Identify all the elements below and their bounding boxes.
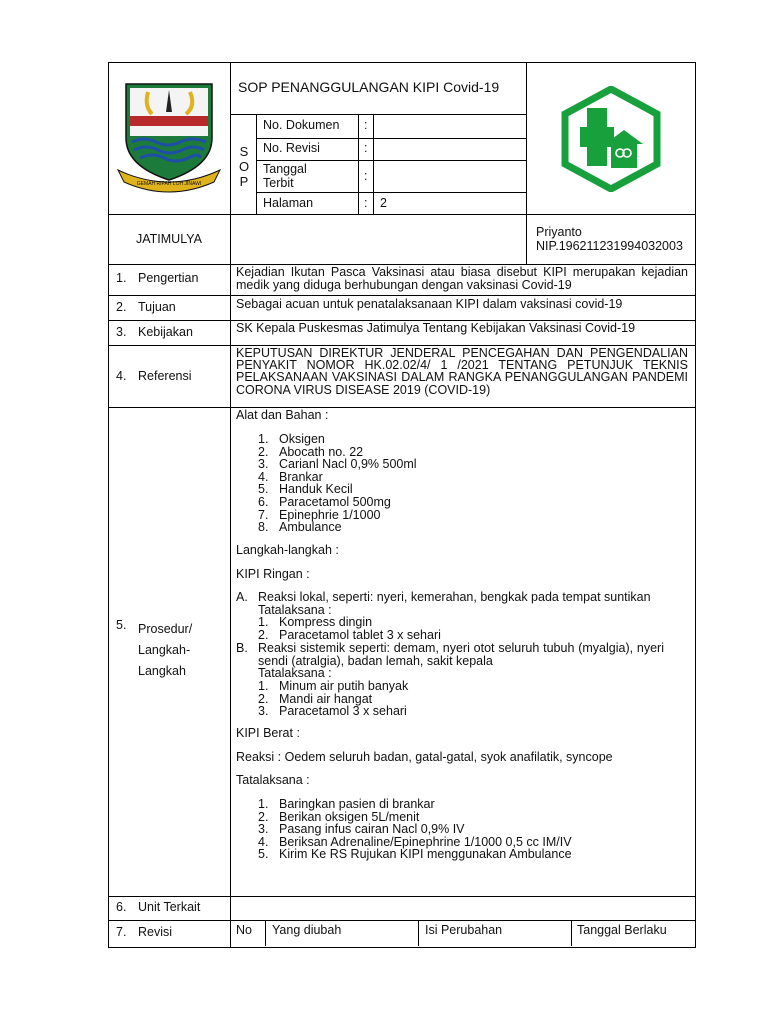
hline-meta2 (256, 160, 526, 161)
org-name: JATIMULYA (136, 232, 202, 246)
list-item-text: Baringkan pasien di brankar (279, 797, 435, 811)
vline-rev1 (265, 920, 266, 946)
list-item-text: Paracetamol tablet 3 x sehari (279, 627, 441, 642)
list-item-number: 1. (258, 432, 269, 446)
rev-header-isi-perubahan: Isi Perubahan (425, 923, 503, 937)
light-kipi-heading: KIPI Ringan : (236, 567, 310, 581)
row1-number: 1. (116, 271, 127, 285)
list-item-number: 2. (258, 444, 269, 459)
row5-label-line1: Prosedur/ (138, 622, 193, 636)
sop-letter-s: S (239, 144, 249, 159)
row3-text: SK Kepala Puskesmas Jatimulya Tentang Kebijakan Vaksinasi Covid-19 (236, 321, 636, 335)
list-item (258, 629, 441, 642)
list-item-text: Handuk Kecil (279, 482, 353, 497)
list-item-number: 6. (258, 494, 269, 509)
list-item-number: 1. (258, 797, 269, 811)
meta-label-no-dokumen: No. Dokumen (263, 118, 340, 132)
list-item (258, 496, 417, 509)
list-item-text: Carianl Nacl 0,9% 500ml (279, 457, 417, 472)
hline-row2 (108, 295, 695, 296)
signer-name: Priyanto (536, 225, 582, 239)
list-item-number: 3. (258, 822, 269, 837)
list-item-text: Kirim Ke RS Rujukan KIPI menggunakan Ambulance (279, 847, 572, 862)
list-item-text: Ambulance (279, 520, 342, 535)
rev-header-tanggal-berlaku: Tanggal Berlaku (577, 923, 667, 937)
meta-sep-no-dokumen: : (364, 118, 368, 132)
severe-kipi-heading: KIPI Berat : (236, 726, 300, 740)
list-item-text: Paracetamol 3 x sehari (279, 704, 407, 719)
vline-left-col (230, 62, 231, 947)
list-item-number: 5. (258, 847, 269, 862)
list-item-text: Paracetamol 500mg (279, 494, 391, 509)
list-item (258, 798, 572, 811)
list-item-text: Oksigen (279, 432, 325, 446)
list-item-number: 2. (258, 627, 269, 642)
row5-number: 5. (116, 618, 127, 632)
light-reaction-b-letter: B. (236, 641, 248, 655)
row4-text: KEPUTUSAN DIREKTUR JENDERAL PENCEGAHAN DAN PENGENDALIAN PENYAKIT NOMOR HK.02.02/4/ 1 /2021 TENTANG PETUNJUK TEKNIS PELAKSANAAN VAKSINASI DALAM RANGKA PENANGGULANGAN PANDEMI CORONA VIRUS DISEASE 2019 (COVID-19) (236, 346, 688, 397)
puskesmas-logo (560, 86, 662, 192)
list-item-number: 4. (258, 469, 269, 484)
meta-label-no-revisi: No. Revisi (263, 141, 320, 155)
list-item (258, 616, 441, 629)
vline-rev3 (571, 920, 572, 946)
west-java-emblem-logo (114, 80, 224, 195)
list-item-text: Brankar (279, 469, 323, 484)
list-item-number: 2. (258, 691, 269, 706)
tatalaksana-a-label: Tatalaksana : (258, 603, 332, 617)
meta-sep-no-revisi: : (364, 141, 368, 155)
row1-label: Pengertian (138, 271, 199, 285)
list-item-number: 5. (258, 482, 269, 497)
list-item (258, 680, 408, 693)
row5-label (138, 619, 192, 682)
signer-nip: NIP.196211231994032003 (536, 239, 683, 253)
list-item-text: Kompress dingin (279, 615, 373, 629)
meta-label-tanggal-terbit: Tanggal Terbit (263, 162, 307, 190)
severe-tatalaksana-heading: Tatalaksana : (236, 773, 310, 787)
light-b-list (258, 680, 408, 718)
meta-label-halaman: Halaman (263, 196, 314, 210)
hline-meta1 (256, 138, 526, 139)
row1-text: Kejadian Ikutan Pasca Vaksinasi atau biasa disebut KIPI merupakan kejadian medik yang diduga berhubungan dengan vaksinasi Covid-19 (236, 265, 688, 292)
hline-header-bottom (108, 214, 695, 215)
list-item (258, 705, 408, 718)
row2-label: Tujuan (138, 300, 176, 314)
list-item-number: 8. (258, 520, 269, 535)
rev-header-yang-diubah: Yang diubah (272, 923, 342, 937)
vline-right-logo (526, 62, 527, 264)
list-item-text: Minum air putih banyak (279, 679, 409, 693)
row4-number: 4. (116, 369, 127, 383)
logo-motto-text: GEMAH RIPAH LOH JINAWI (136, 181, 202, 187)
list-item (258, 433, 417, 446)
row5-label-line3: Langkah (138, 664, 186, 678)
hline-row5 (108, 407, 695, 408)
severe-list (258, 798, 572, 861)
hline-title (230, 114, 526, 115)
sop-letter-p: P (239, 174, 249, 189)
list-item-number: 2. (258, 809, 269, 824)
list-item-number: 4. (258, 834, 269, 849)
list-item-text: Berikan oksigen 5L/menit (279, 809, 420, 824)
list-item (258, 823, 572, 836)
list-item (258, 521, 417, 534)
vline-rev2 (418, 920, 419, 946)
tools-heading: Alat dan Bahan : (236, 408, 329, 422)
list-item-number: 1. (258, 679, 269, 693)
list-item-number: 7. (258, 507, 269, 522)
meta-sep-halaman: : (364, 196, 368, 210)
list-item-number: 3. (258, 704, 269, 719)
document-title: SOP PENANGGULANGAN KIPI Covid-19 (238, 79, 500, 95)
light-reaction-a-letter: A. (236, 590, 248, 604)
row6-label: Unit Terkait (138, 900, 201, 914)
list-item-text: Beriksan Adrenaline/Epinephrine 1/1000 0,5 cc IM/IV (279, 834, 572, 849)
list-item (258, 848, 572, 861)
steps-heading: Langkah-langkah : (236, 543, 339, 557)
light-reaction-a-text: Reaksi lokal, seperti: nyeri, kemerahan, bengkak pada tempat suntikan (258, 590, 651, 604)
hline-meta3 (256, 192, 526, 193)
list-item-text: Mandi air hangat (279, 691, 373, 706)
severe-reaction: Reaksi : Oedem seluruh badan, gatal-gatal, syok anafilatik, syncope (236, 750, 613, 764)
meta-sep-tanggal-terbit: : (364, 169, 368, 183)
list-item (258, 458, 417, 471)
row5-label-line2: Langkah- (138, 643, 191, 657)
vline-sop (256, 114, 257, 214)
row4-label: Referensi (138, 369, 192, 383)
row6-number: 6. (116, 900, 127, 914)
vline-sep (373, 114, 374, 214)
hline-row7 (108, 920, 695, 921)
hline-row6 (108, 896, 695, 897)
light-a-list (258, 616, 441, 641)
sop-letter-o: O (238, 159, 250, 174)
row7-label: Revisi (138, 925, 173, 939)
row7-number: 7. (116, 925, 127, 939)
rev-header-no: No (236, 923, 252, 937)
list-item-number: 3. (258, 457, 269, 472)
row3-label: Kebijakan (138, 325, 193, 339)
list-item-text: Abocath no. 22 (279, 444, 364, 459)
list-item-text: Pasang infus cairan Nacl 0,9% IV (279, 822, 465, 837)
tools-list (258, 433, 417, 534)
light-reaction-b-text: Reaksi sistemik seperti: demam, nyeri otot seluruh tubuh (myalgia), nyeri sendi (atralgia), badan lemah, sakit kepala (258, 641, 664, 668)
row2-text: Sebagai acuan untuk penatalaksanaan KIPI dalam vaksinasi covid-19 (236, 297, 623, 311)
row2-number: 2. (116, 300, 127, 314)
list-item-text: Epinephrie 1/1000 (279, 507, 381, 522)
list-item-number: 1. (258, 615, 269, 629)
tatalaksana-b-label: Tatalaksana : (258, 666, 332, 680)
row3-number: 3. (116, 325, 127, 339)
vline-label (358, 114, 359, 214)
sop-vertical-label (233, 144, 255, 189)
meta-value-halaman: 2 (380, 196, 387, 210)
